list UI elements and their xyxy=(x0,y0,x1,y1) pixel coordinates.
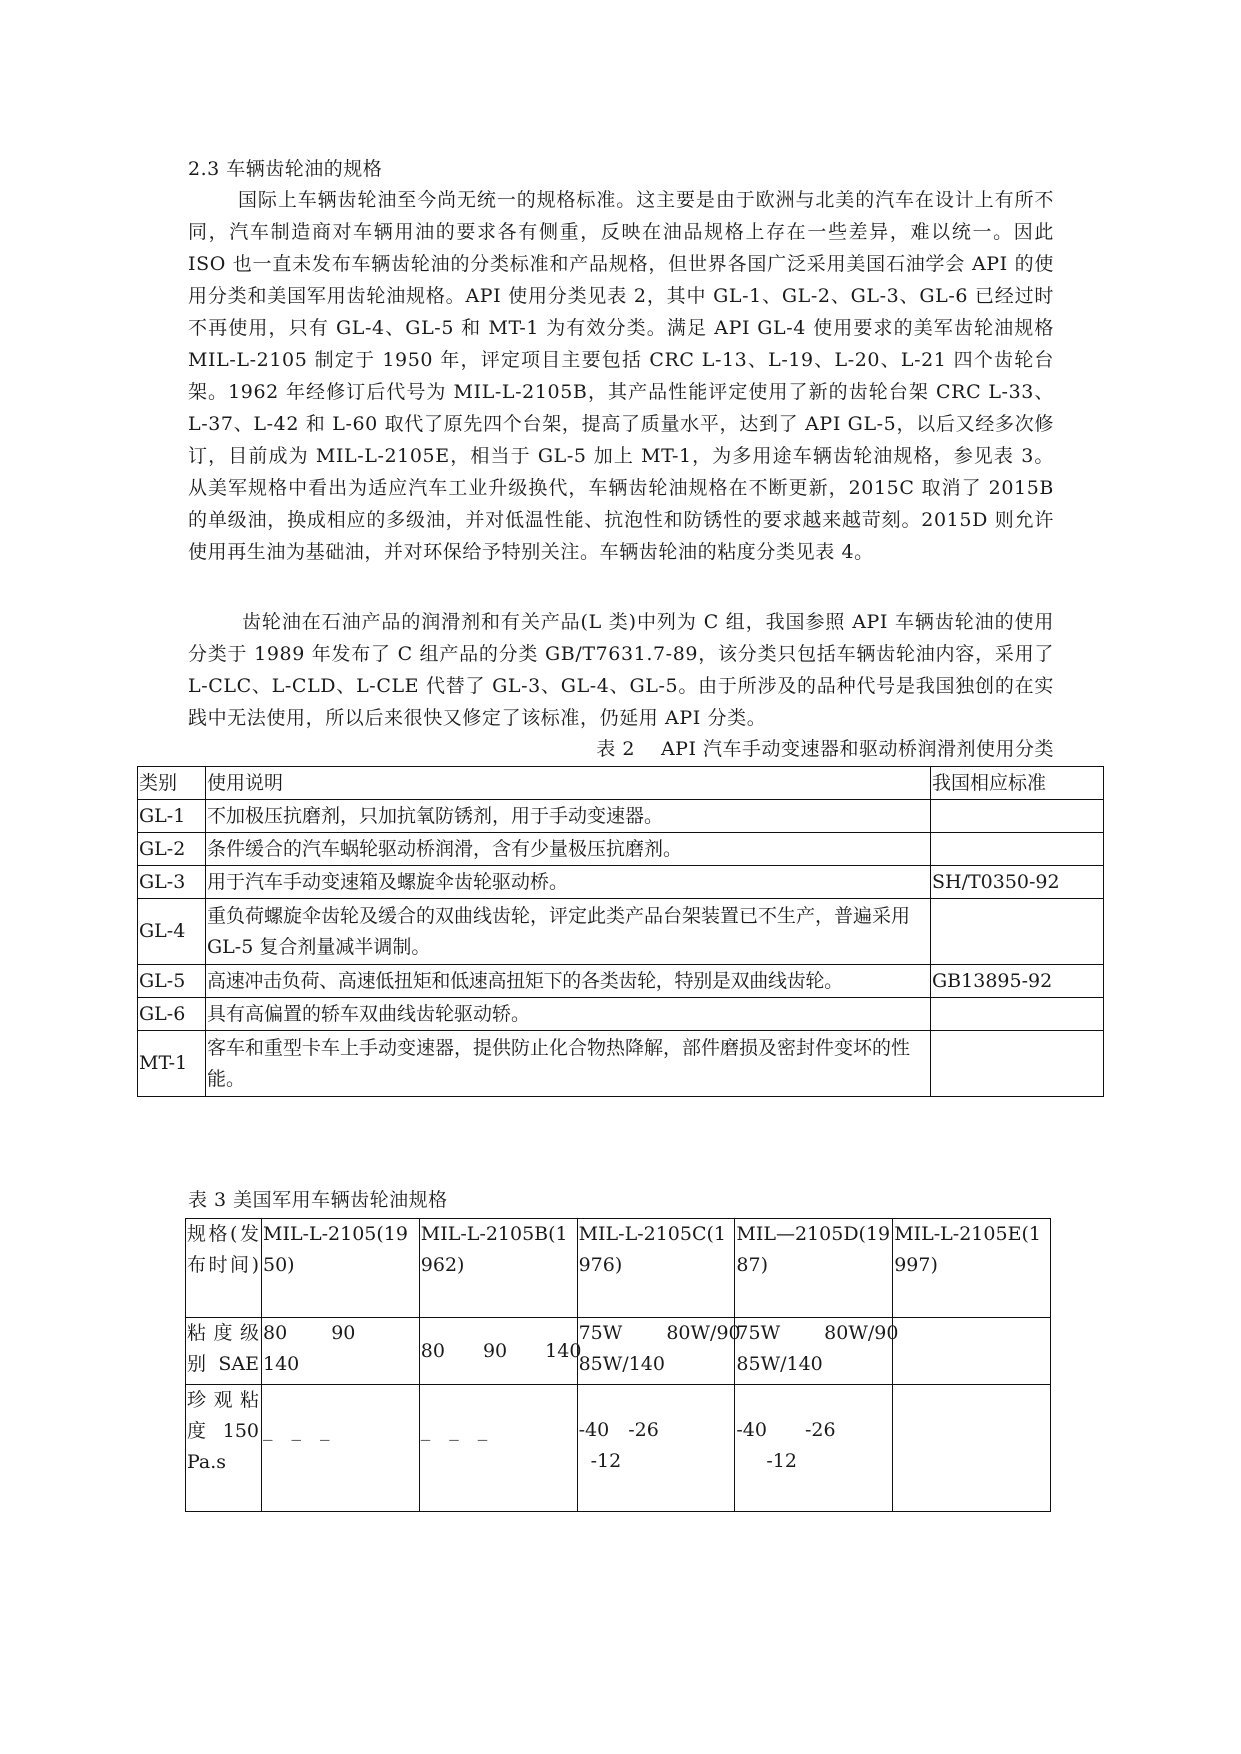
viscosity-line: -12 xyxy=(590,1450,622,1472)
table-cell-category: GL-2 xyxy=(138,833,206,866)
grade-cell xyxy=(893,1318,1051,1385)
table-row xyxy=(138,833,1104,866)
table-cell-standard xyxy=(931,998,1104,1031)
spec-cell: MIL—2105D(1987) xyxy=(735,1219,893,1318)
grade-line: 140 xyxy=(263,1353,300,1375)
table-row xyxy=(186,1385,1051,1512)
section-heading: 2.3 车辆齿轮油的规格 xyxy=(188,158,383,180)
table-row xyxy=(138,866,1104,899)
table-cell-description: 条件缓合的汽车蜗轮驱动桥润滑，含有少量极压抗磨剂。 xyxy=(206,833,931,866)
grade-line: 80 90 xyxy=(263,1322,356,1344)
grade-cell xyxy=(262,1318,420,1385)
grade-line: 85W/140 xyxy=(736,1353,823,1375)
table-cell-category: GL-5 xyxy=(138,965,206,998)
table-cell-description: 具有高偏置的轿车双曲线齿轮驱动轿。 xyxy=(206,998,931,1031)
table-cell-category: GL-3 xyxy=(138,866,206,899)
table-row xyxy=(138,899,1104,965)
paragraph-1: 国际上车辆齿轮油至今尚无统一的规格标准。这主要是由于欧洲与北美的汽车在设计上有所不同，汽车制造商对车辆用油的要求各有侧重，反映在油品规格上存在一些差异，难以统一。因此 ISO 也一直未发布车辆齿轮油的分类标准和产品规格，但世界各国广泛采用美国石油学会 API 的使用分类和美国军用齿轮油规格。API 使用分类见表 2，其中 GL-1、GL-2、GL-3、GL-6 已经过时不再使用，只有 GL-4、GL-5 和 MT-1 为有效分类。满足 API GL-4 使用要求的美军齿轮油规格 MIL-L-2105 制定于 1950 年，评定项目主要包括 CRC L-13、L-19、L-20、L-21 四个齿轮台架。1962 年经修订后代号为 MIL-L-2105B，其产品性能评定使用了新的齿轮台架 CRC L-33、L-37、L-42 和 L-60 取代了原先四个台架，提高了质量水平，达到了 API GL-5，以后又经多次修订，目前成为 MIL-L-2105E，相当于 GL-5 加上 MT-1，为多用途车辆齿轮油规格，参见表 3。从美军规格中看出为适应汽车工业升级换代，车辆齿轮油规格在不断更新，2015C 取消了 2015B 的单级油，换成相应的多级油，并对低温性能、抗泡性和防锈性的要求越来越苛刻。2015D 则允许使用再生油为基础油，并对环保给予特别关注。车辆齿轮油的粘度分类见表 4。 xyxy=(188,189,1054,563)
table-row xyxy=(186,1318,1051,1385)
table-cell-standard: GB13895-92 xyxy=(931,965,1104,998)
viscosity-cell xyxy=(735,1385,893,1512)
paragraph-2: 齿轮油在石油产品的润滑剂和有关产品(L 类)中列为 C 组，我国参照 API 车辆齿轮油的使用分类于 1989 年发布了 C 组产品的分类 GB/T7631.7-89，该分类只包括车辆齿轮油内容，采用了 L-CLC、L-CLD、L-CLE 代替了 GL-3、GL-4、GL-5。由于所涉及的品种代号是我国独创的在实践中无法使用，所以后来很快又修定了该标准，仍延用 API 分类。 xyxy=(188,611,1054,729)
table-cell-description: 客车和重型卡车上手动变速器，提供防止化合物热降解，部件磨损及密封件变坏的性能。 xyxy=(206,1031,931,1097)
spec-cell: MIL-L-2105(1950) xyxy=(262,1219,420,1318)
viscosity-cell xyxy=(419,1385,577,1512)
row-label-grade: 粘度级别 SAE xyxy=(186,1318,262,1385)
table-row xyxy=(138,998,1104,1031)
grade-line: 80 90 140 xyxy=(420,1339,582,1362)
table-cell-category: GL-4 xyxy=(138,899,206,965)
viscosity-line: -12 xyxy=(766,1450,797,1472)
viscosity-line: _ _ _ xyxy=(263,1419,330,1441)
viscosity-cell xyxy=(262,1385,420,1512)
table-cell-category: MT-1 xyxy=(138,1031,206,1097)
viscosity-line: _ _ _ xyxy=(420,1419,488,1441)
grade-line: 85W/140 xyxy=(578,1353,665,1375)
table-cell-standard xyxy=(931,833,1104,866)
table-cell-description: 用于汽车手动变速箱及螺旋伞齿轮驱动桥。 xyxy=(206,866,931,899)
table-cell-description: 高速冲击负荷、高速低扭矩和低速高扭矩下的各类齿轮，特别是双曲线齿轮。 xyxy=(206,965,931,998)
spec-cell: MIL-L-2105B(1962) xyxy=(419,1219,577,1318)
table-row xyxy=(138,1031,1104,1097)
grade-cell xyxy=(419,1318,582,1385)
table-header-cell: 使用说明 xyxy=(206,767,931,800)
table2-caption-title: API 汽车手动变速器和驱动桥润滑剂使用分类 xyxy=(660,738,1054,760)
table-row xyxy=(186,1219,1051,1318)
grade-line: 75W 80W/90 xyxy=(578,1322,741,1344)
spec-cell: MIL-L-2105E(1997) xyxy=(893,1219,1051,1318)
table-cell-description: 重负荷螺旋伞齿轮及缓合的双曲线齿轮，评定此类产品台架装置已不生产，普遍采用 GL-5 复合剂量减半调制。 xyxy=(206,899,931,965)
table-cell-standard xyxy=(931,899,1104,965)
table-cell-standard: SH/T0350-92 xyxy=(931,866,1104,899)
viscosity-cell xyxy=(577,1385,735,1512)
grade-cell xyxy=(577,1318,741,1385)
table-header-row xyxy=(138,767,1104,800)
viscosity-line: -40 -26 xyxy=(736,1419,836,1441)
military-spec-table xyxy=(185,1218,1051,1512)
grade-cell xyxy=(735,1318,899,1385)
table-cell-category: GL-1 xyxy=(138,800,206,833)
table-row xyxy=(138,965,1104,998)
viscosity-cell xyxy=(893,1385,1051,1512)
grade-line: 75W 80W/90 xyxy=(736,1322,899,1344)
table-header-cell: 我国相应标准 xyxy=(931,767,1104,800)
table2-caption-number: 表 2 xyxy=(596,738,635,760)
table-row xyxy=(138,800,1104,833)
usage-classification-table xyxy=(137,766,1104,1097)
viscosity-line: -40 -26 xyxy=(578,1419,659,1441)
row-label-spec: 规格(发布时间) xyxy=(186,1219,262,1318)
table2-caption xyxy=(596,736,1054,762)
table-cell-standard xyxy=(931,1031,1104,1097)
spec-cell: MIL-L-2105C(1976) xyxy=(577,1219,735,1318)
row-label-viscosity: 珍观粘度 150Pa.s xyxy=(186,1385,262,1512)
table-cell-description: 不加极压抗磨剂，只加抗氧防锈剂，用于手动变速器。 xyxy=(206,800,931,833)
table-header-cell: 类别 xyxy=(138,767,206,800)
table-cell-category: GL-6 xyxy=(138,998,206,1031)
table3-caption: 表 3 美国军用车辆齿轮油规格 xyxy=(188,1189,448,1211)
table-cell-standard xyxy=(931,800,1104,833)
